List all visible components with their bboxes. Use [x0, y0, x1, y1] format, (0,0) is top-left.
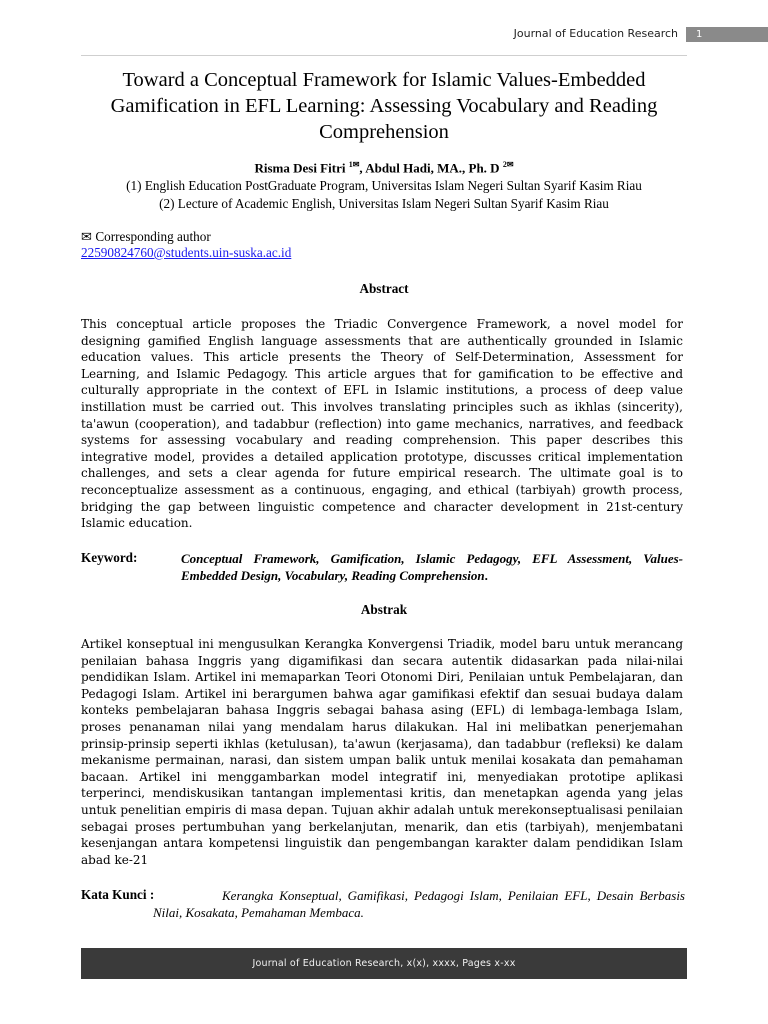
header-divider: [81, 55, 687, 56]
corresponding-email-link[interactable]: 22590824760@students.uin-suska.ac.id: [81, 245, 292, 260]
abstract-text: This conceptual article proposes the Triadic Convergence Framework, a novel model for designing gamified English language assessments that are authentically grounded in Islamic education values. This article presents the Theory of Self-Determination, Assessment for Learning, and Islamic Pedagogy. This article argues that for gamification to be effective and culturally appropriate in the context of EFL in Islamic institutions, a process of deep value instillation must be carried out. This involves translating principles such as ikhlas (sincerity), ta'awun (cooperation), and tadabbur (reflection) into game mechanics, narratives, and feedback systems for assessing vocabulary and reading comprehension. This paper describes this integrative model, provides a detailed application prototype, discusses critical implementation challenges, and sets a clear agenda for future empirical research. The ultimate goal is to reconceptualize assessment as a continuous, engaging, and ethical (tarbiyah) growth process, bridging the gap between linguistic competence and character development in 21st-century Islamic education.: [81, 317, 683, 531]
author-affiliation-mark: 2✉: [502, 160, 514, 169]
kata-kunci-list: Kerangka Konseptual, Gamifikasi, Pedagogi Islam, Penilaian EFL, Desain Berbasis Nilai, Kosakata, Pemahaman Membaca.: [153, 888, 685, 920]
page-number: 1: [686, 27, 768, 42]
author-line: [81, 160, 687, 176]
author-separator: ,: [359, 160, 366, 176]
keyword-label: Keyword:: [81, 550, 138, 565]
author-affiliation-mark: 1✉: [348, 160, 360, 169]
abstrak-heading: Abstrak: [360, 602, 408, 617]
abstrak-text: Artikel konseptual ini mengusulkan Kerangka Konvergensi Triadik, model baru untuk merancang penilaian bahasa Inggris yang digamifikasi dan secara autentik didasarkan pada nilai-nilai pendidikan Islam. Artikel ini memaparkan Teori Otonomi Diri, Penilaian untuk Pembelajaran, dan Pedagogi Islam. Artikel ini berargumen bahwa agar gamifikasi efektif dan sesuai budaya dalam konteks pembelajaran bahasa Inggris sebagai bahasa asing (EFL) di lembaga-lembaga Islam, proses penanaman nilai yang mendalam harus dilakukan. Hal ini melibatkan penerjemahan prinsip-prinsip seperti ikhlas (ketulusan), ta'awun (kerjasama), dan tadabbur (refleksi) ke dalam mekanisme permainan, narasi, dan sistem umpan balik untuk menilai kosakata dan pemahaman bacaan. Artikel ini menggambarkan model integratif ini, menyediakan prototipe aplikasi terperinci, mendiskusikan tantangan implementasi kritis, dan menetapkan agenda yang jelas untuk penelitian empiris di masa depan. Tujuan akhir adalah untuk merekonseptualisasi penilaian sebagai proses pertumbuhan yang berkelanjutan, menarik, dan etis (tarbiyah), menjembatani kesenjangan antara kompetensi linguistik dan pengembangan karakter dalam pendidikan Islam abad ke-21: [81, 637, 683, 867]
affiliation-2: (2) Lecture of Academic English, Universitas Islam Negeri Sultan Syarif Kasim Riau: [159, 196, 609, 211]
corresponding-author: [81, 229, 291, 261]
abstract-heading: Abstract: [359, 281, 409, 296]
keyword-values: Conceptual Framework, Gamification, Islamic Pedagogy, EFL Assessment, Values- Embedded Design, Vocabulary, Reading Comprehension: [181, 551, 683, 583]
paper-title: Toward a Conceptual Framework for Islamic Values-Embedded Gamification in EFL Learning: Assessing Vocabulary and Reading Comprehension: [110, 69, 658, 143]
affiliation-1: (1) English Education PostGraduate Program, Universitas Islam Negeri Sultan Syarif Kasim Riau: [126, 178, 642, 193]
keyword-period: .: [484, 568, 488, 583]
page-footer: Journal of Education Research, x(x), xxxx, Pages x-xx: [81, 948, 687, 979]
author-name: Abdul Hadi, MA., Ph. D: [365, 160, 500, 176]
corresponding-author-label: ✉ Corresponding author: [81, 229, 211, 244]
keyword-list: [181, 550, 683, 584]
kata-kunci-label: Kata Kunci :: [81, 887, 155, 902]
running-header: Journal of Education Research: [513, 27, 678, 40]
author-name: Risma Desi Fitri: [254, 160, 346, 176]
